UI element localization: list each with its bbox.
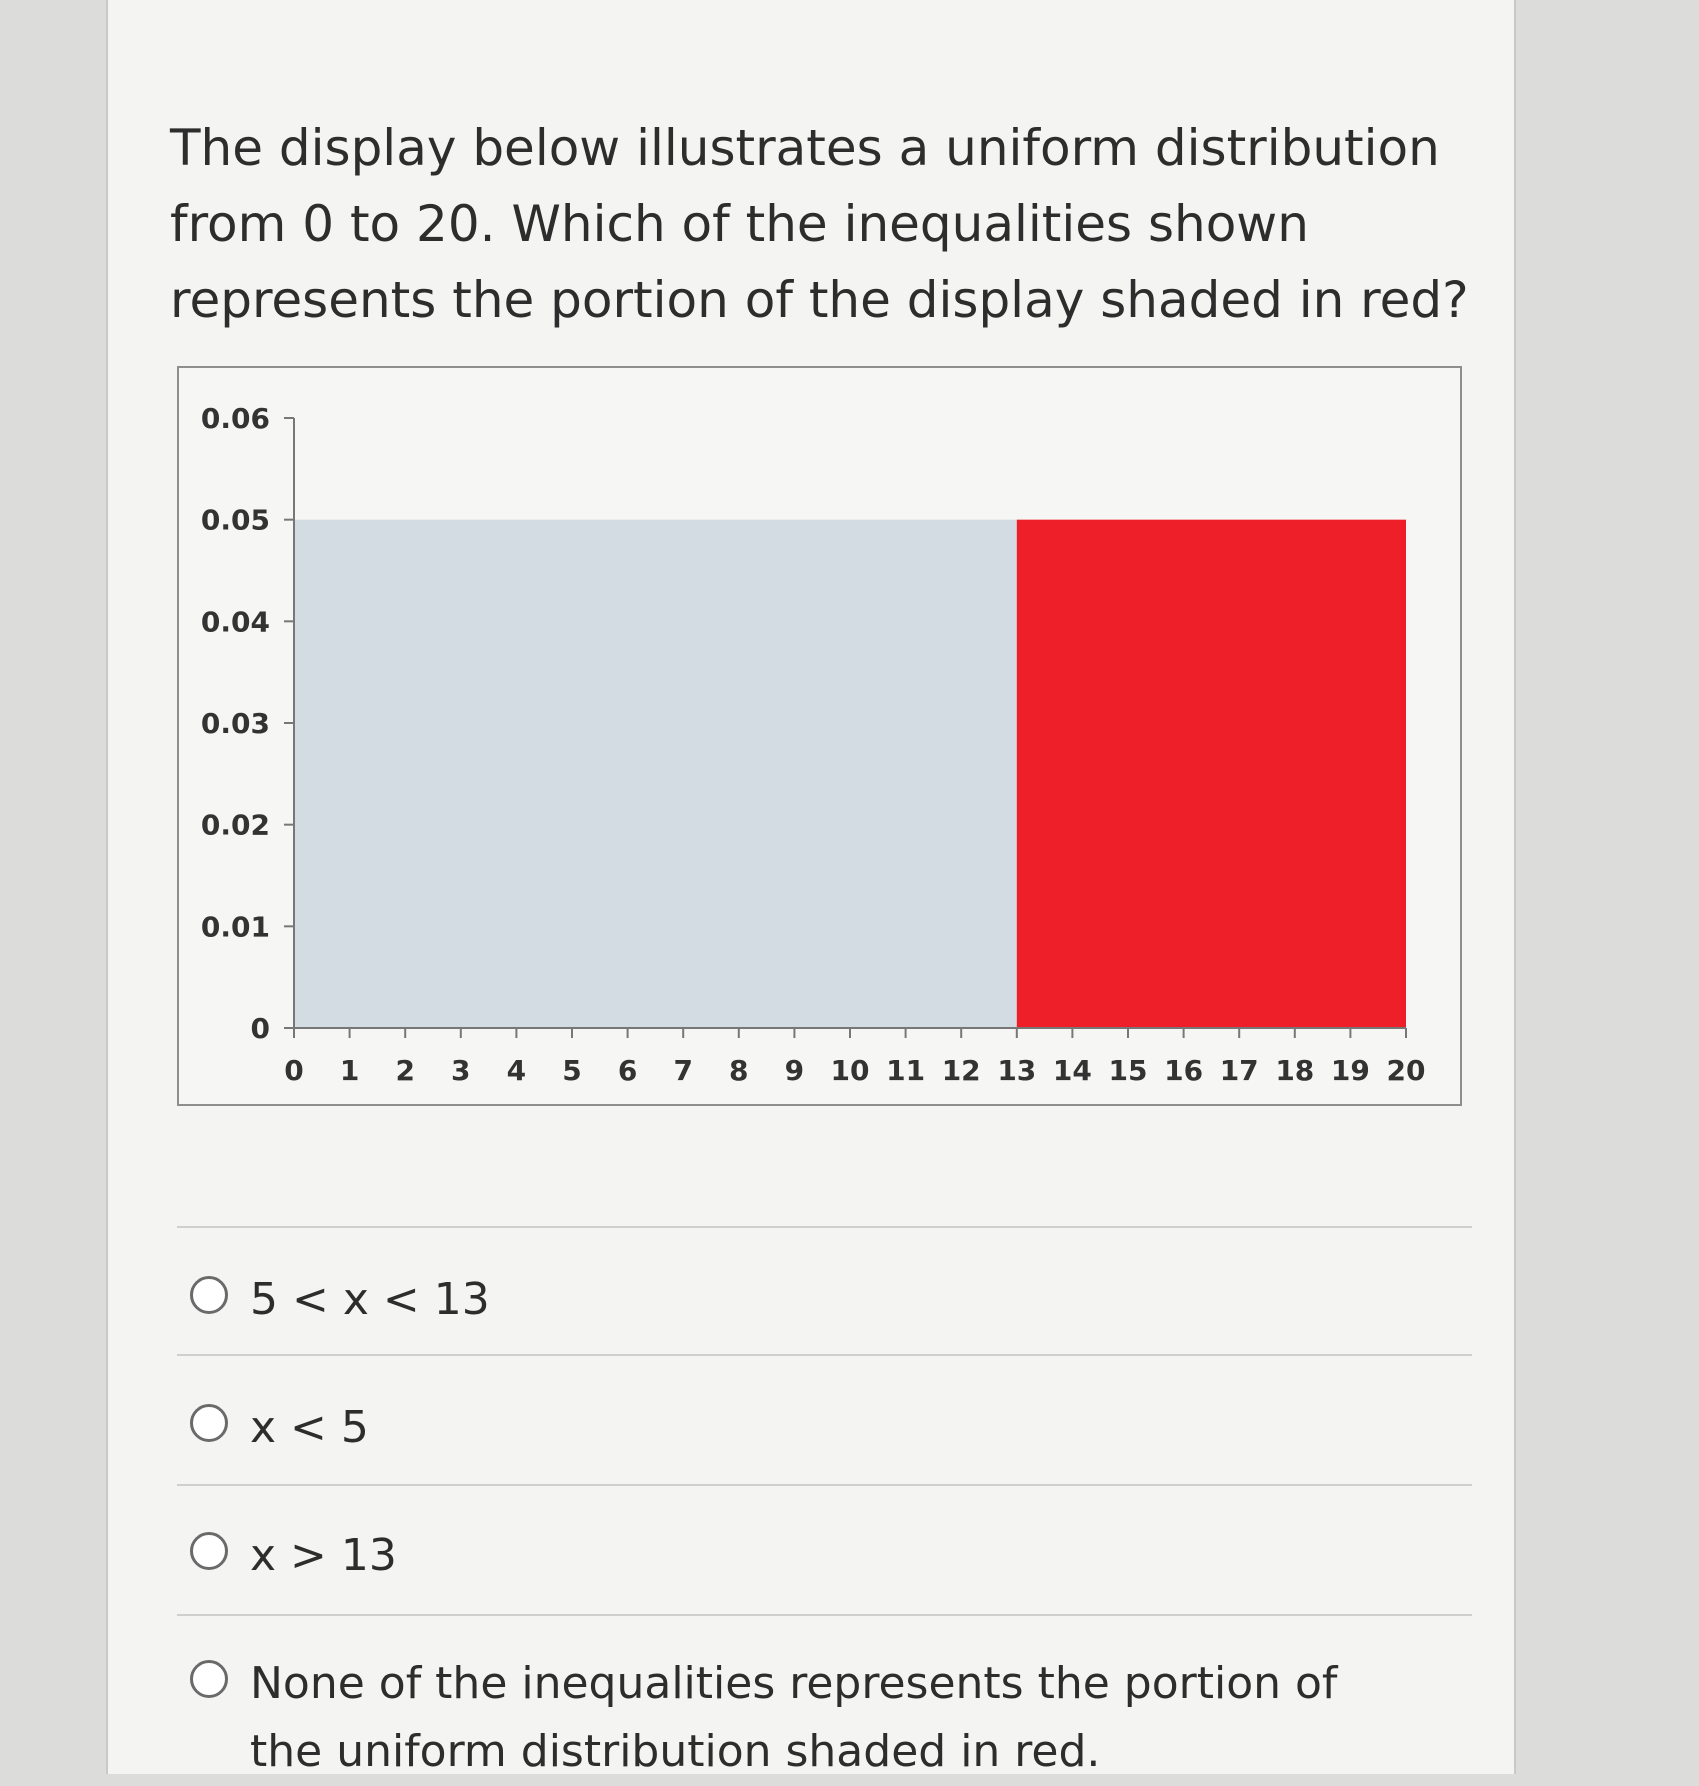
x-tick-label: 2 bbox=[395, 1054, 415, 1087]
y-tick-label: 0 bbox=[250, 1012, 270, 1045]
option-label: x > 13 bbox=[250, 1530, 397, 1581]
shaded-region-red bbox=[1017, 520, 1406, 1028]
x-tick-label: 10 bbox=[830, 1054, 870, 1087]
x-tick-label: 17 bbox=[1219, 1054, 1259, 1087]
option-x-gt-13[interactable] bbox=[190, 1522, 1400, 1590]
x-tick-label: 5 bbox=[562, 1054, 582, 1087]
y-tick-label: 0.02 bbox=[200, 808, 270, 842]
separator bbox=[177, 1484, 1472, 1486]
x-tick-label: 20 bbox=[1386, 1054, 1426, 1087]
x-tick-label: 13 bbox=[997, 1054, 1037, 1087]
question-text: The display below illustrates a uniform distribution from 0 to 20. Which of the inequalities shown represents the portion of the display shaded in red? bbox=[170, 119, 1469, 329]
option-label: x < 5 bbox=[250, 1402, 369, 1453]
x-tick-label: 15 bbox=[1108, 1054, 1148, 1087]
y-tick-label: 0.03 bbox=[200, 707, 270, 740]
separator bbox=[177, 1354, 1472, 1356]
radio-button[interactable] bbox=[190, 1532, 228, 1570]
x-tick-label: 3 bbox=[451, 1054, 471, 1087]
x-tick-label: 19 bbox=[1330, 1054, 1370, 1087]
x-tick-label: 0 bbox=[284, 1054, 304, 1087]
x-tick-label: 12 bbox=[941, 1054, 981, 1087]
x-tick-label: 6 bbox=[617, 1054, 638, 1087]
radio-button[interactable] bbox=[190, 1404, 228, 1442]
radio-button[interactable] bbox=[190, 1660, 228, 1698]
distribution-chart bbox=[177, 366, 1462, 1106]
x-tick-label: 11 bbox=[886, 1054, 926, 1087]
option-label: None of the inequalities represents the portion of the uniform distribution shaded in red. bbox=[250, 1658, 1338, 1777]
y-tick-label: 0.04 bbox=[200, 605, 270, 639]
option-none[interactable] bbox=[190, 1650, 1400, 1786]
x-tick-label: 18 bbox=[1275, 1054, 1315, 1087]
option-label: 5 < x < 13 bbox=[250, 1274, 490, 1325]
y-tick-label: 0.01 bbox=[200, 910, 270, 944]
x-tick-label: 4 bbox=[506, 1054, 527, 1087]
y-tick-label: 0.06 bbox=[200, 402, 270, 435]
x-tick-label: 1 bbox=[339, 1054, 360, 1087]
radio-button[interactable] bbox=[190, 1276, 228, 1314]
x-tick-label: 8 bbox=[729, 1054, 749, 1087]
unshaded-region bbox=[294, 520, 1017, 1028]
separator bbox=[177, 1614, 1472, 1616]
option-x-lt-5[interactable] bbox=[190, 1394, 1400, 1462]
separator bbox=[177, 1226, 1472, 1228]
chart-svg bbox=[179, 368, 1460, 1104]
x-tick-label: 7 bbox=[673, 1054, 693, 1087]
option-5-lt-x-lt-13[interactable] bbox=[190, 1266, 1400, 1334]
y-tick-label: 0.05 bbox=[200, 503, 270, 537]
x-tick-label: 14 bbox=[1052, 1054, 1092, 1087]
x-tick-label: 16 bbox=[1164, 1054, 1204, 1087]
x-tick-label: 9 bbox=[784, 1054, 805, 1087]
